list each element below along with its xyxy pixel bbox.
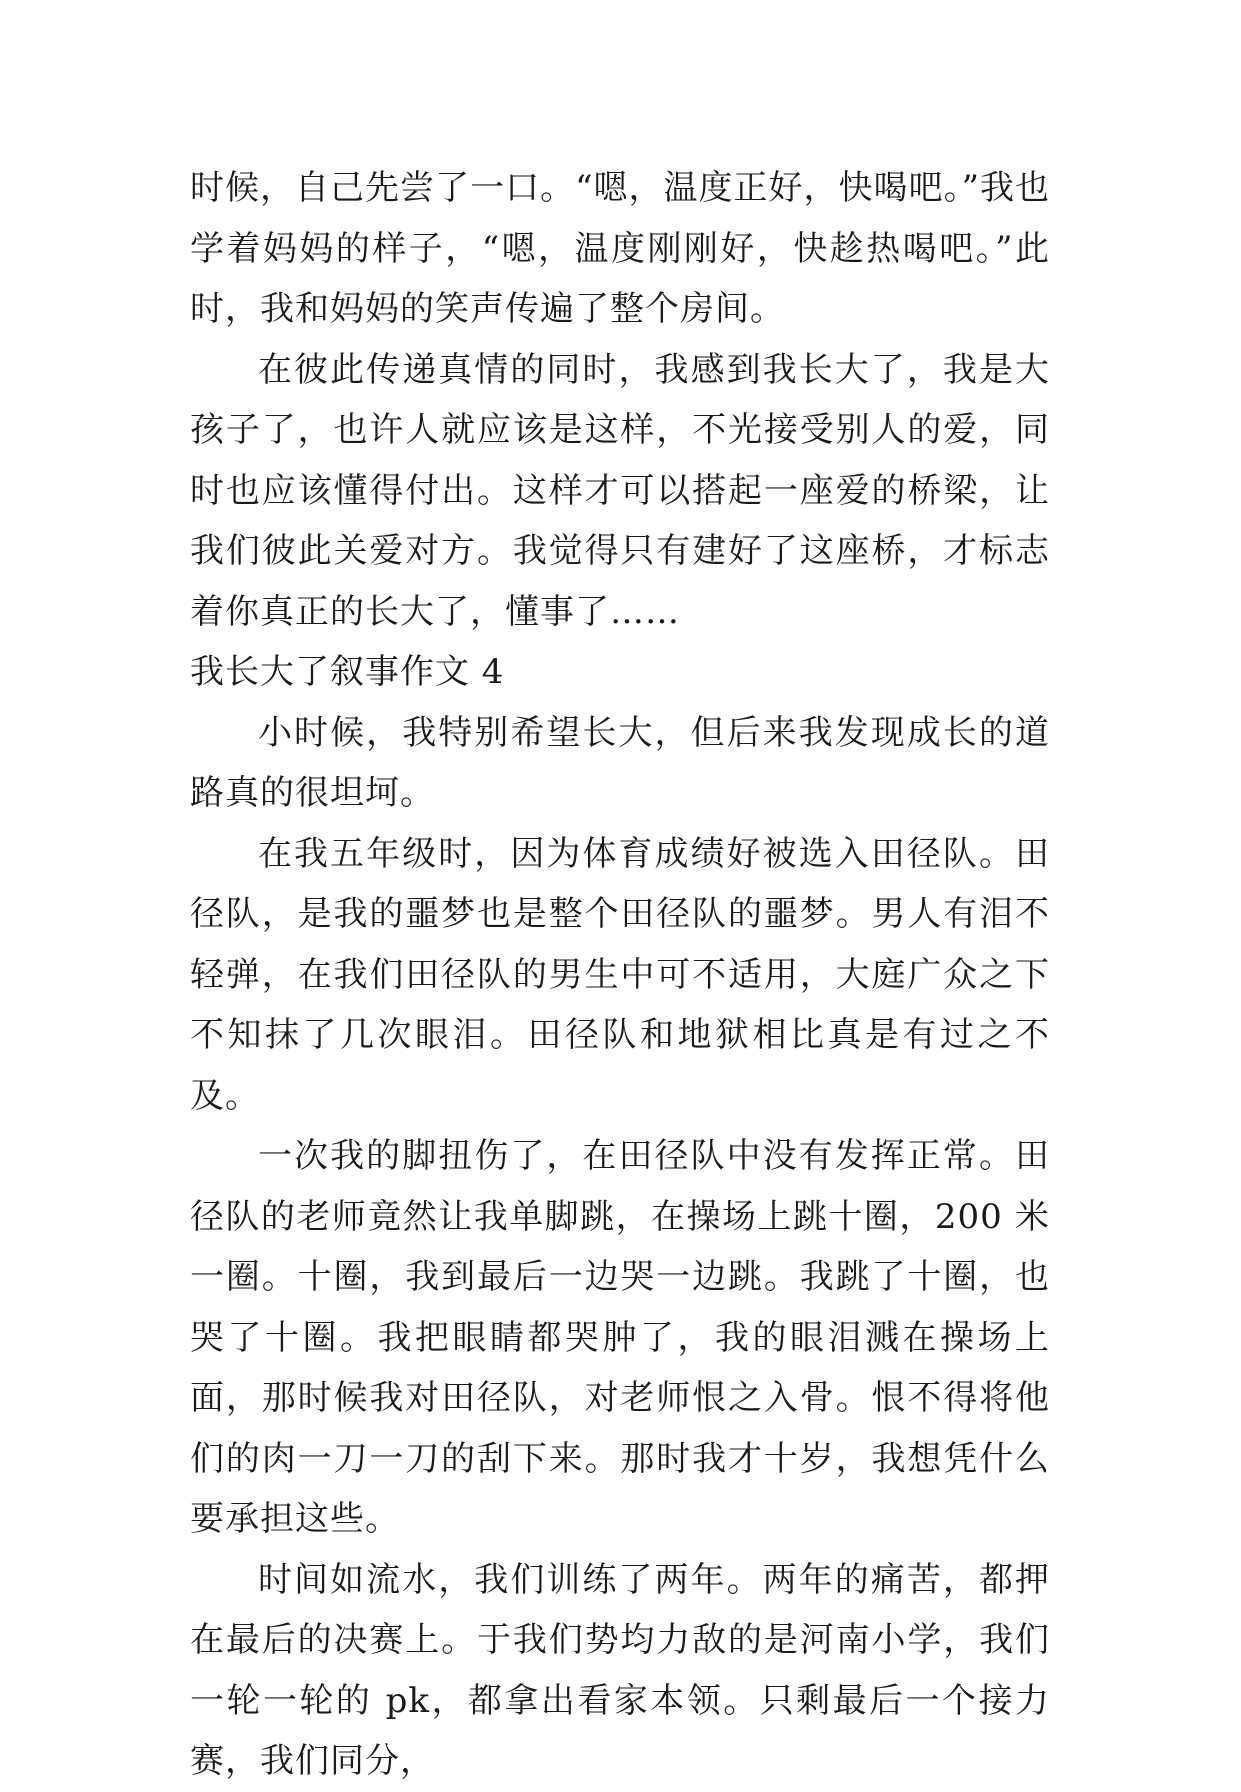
section-heading: 我长大了叙事作文 4 bbox=[190, 652, 505, 692]
paragraph-5: 一次我的脚扭伤了，在田径队中没有发挥正常。田径队的老师竟然让我单脚跳，在操场上跳十圈，200 米一圈。十圈，我到最后一边哭一边跳。我跳了十圈，也哭了十圈。我把眼睛都哭肿了，我的眼泪溅在操场上面，那时候我对田径队，对老师恨之入骨。恨不得将他们的肉一刀一刀的刮下来。那时我才十岁，我想凭什么要承担这些。 bbox=[190, 1136, 1050, 1539]
paragraph-1: 时候，自己先尝了一口。“嗯，温度正好，快喝吧。”我也学着妈妈的样子，“嗯，温度刚刚好，快趁热喝吧。”此时，我和妈妈的笑声传遍了整个房间。 bbox=[190, 168, 1050, 329]
document-page bbox=[190, 158, 1050, 1792]
paragraph-3: 小时候，我特别希望长大，但后来我发现成长的道路真的很坦坷。 bbox=[190, 712, 1050, 813]
paragraph-2: 在彼此传递真情的同时，我感到我长大了，我是大孩子了，也许人就应该是这样，不光接受别人的爱，同时也应该懂得付出。这样才可以搭起一座爱的桥梁，让我们彼此关爱对方。我觉得只有建好了这座桥，才标志着你真正的长大了，懂事了…… bbox=[190, 349, 1050, 632]
paragraph-4: 在我五年级时，因为体育成绩好被选入田径队。田径队，是我的噩梦也是整个田径队的噩梦。男人有泪不轻弹，在我们田径队的男生中可不适用，大庭广众之下不知抹了几次眼泪。田径队和地狱相比真是有过之不及。 bbox=[190, 833, 1050, 1116]
paragraph-6: 时间如流水，我们训练了两年。两年的痛苦，都押在最后的决赛上。于我们势均力敌的是河南小学，我们一轮一轮的 pk，都拿出看家本领。只剩最后一个接力赛，我们同分， bbox=[190, 1559, 1050, 1781]
